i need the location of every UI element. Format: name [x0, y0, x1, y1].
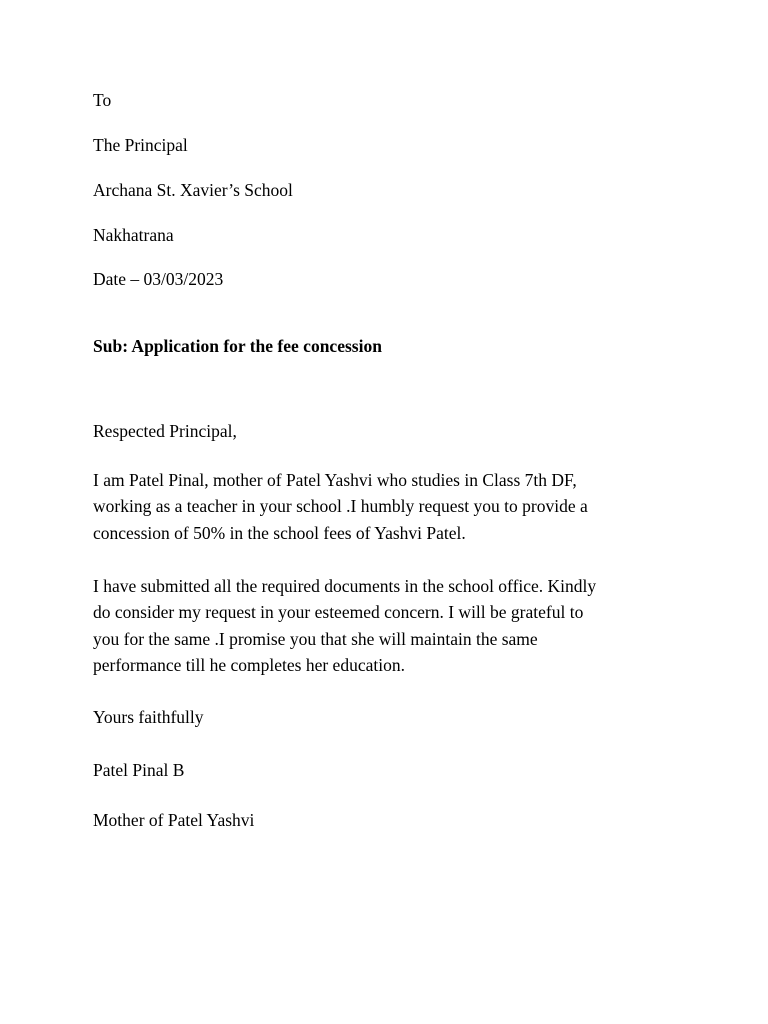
subject-line: Sub: Application for the fee concession [93, 336, 382, 356]
letter-date: Date – 03/03/2023 [93, 269, 224, 289]
signature-name: Patel Pinal B [93, 760, 185, 780]
paragraph-line: you for the same .I promise you that she will maintain the same [93, 628, 538, 649]
to-line: To [93, 90, 112, 110]
salutation: Respected Principal, [93, 421, 237, 441]
body-paragraph-1 [93, 467, 588, 546]
recipient-title: The Principal [93, 135, 188, 155]
paragraph-line: I have submitted all the required documents in the school office. Kindly [93, 576, 597, 596]
paragraph-line: concession of 50% in the school fees of Yashvi Patel. [93, 522, 466, 543]
location: Nakhatrana [93, 225, 174, 245]
paragraph-line: performance till he completes her education. [93, 654, 405, 675]
paragraph-line: working as a teacher in your school .I humbly request you to provide a [93, 496, 588, 517]
paragraph-line: do consider my request in your esteemed concern. I will be grateful to [93, 602, 584, 623]
paragraph-line: I am Patel Pinal, mother of Patel Yashvi who studies in Class 7th DF, [93, 470, 577, 490]
closing: Yours faithfully [93, 707, 204, 727]
body-paragraph-2 [93, 573, 596, 678]
school-name: Archana St. Xavier’s School [93, 180, 293, 200]
signature-relation: Mother of Patel Yashvi [93, 810, 255, 830]
